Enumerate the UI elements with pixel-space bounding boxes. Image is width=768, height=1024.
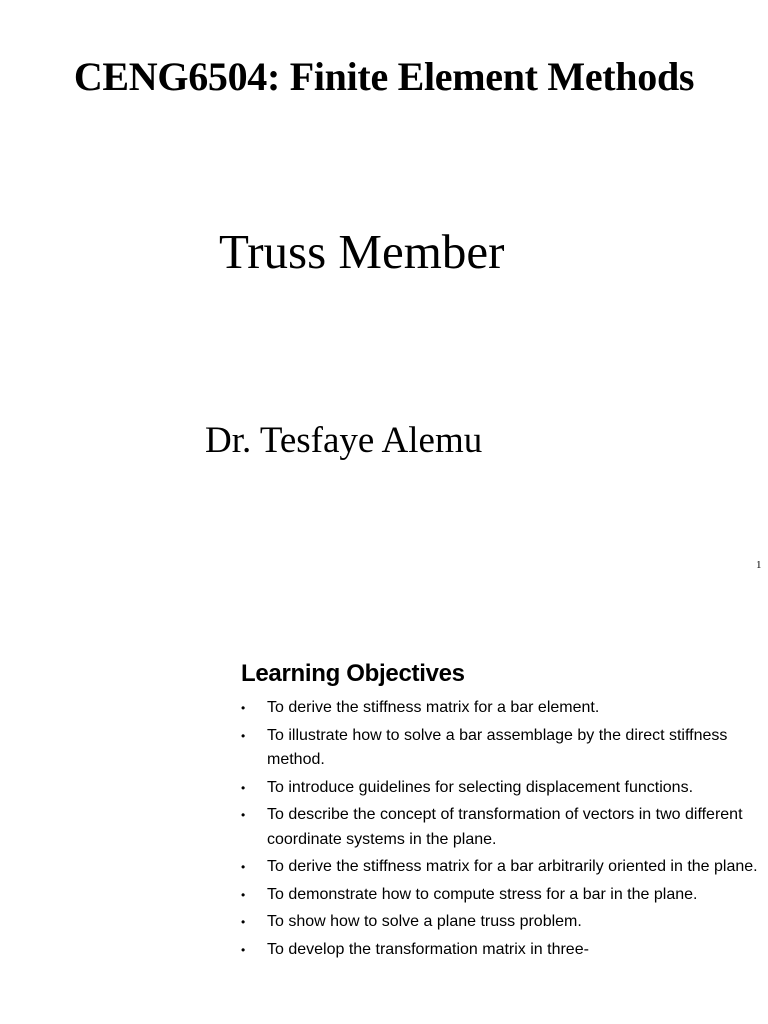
bullet-icon: •: [241, 887, 246, 902]
bullet-icon: •: [241, 915, 246, 929]
objective-text: To demonstrate how to compute stress for a bar in the plane.: [267, 885, 698, 903]
list-item: [241, 776, 761, 801]
objective-text: To describe the concept of transformation of vectors in two different coordinate systems in the plane.: [267, 806, 743, 848]
course-title: CENG6504: Finite Element Methods: [73, 54, 695, 99]
list-item: [241, 724, 761, 773]
page-number: 1: [756, 559, 762, 571]
objective-text: To derive the stiffness matrix for a bar element.: [267, 699, 600, 716]
list-item: [241, 803, 761, 852]
bullet-icon: •: [241, 808, 246, 822]
lecture-title: Truss Member: [219, 224, 505, 279]
list-item: [241, 910, 761, 935]
author-name: Dr. Tesfaye Alemu: [205, 420, 483, 461]
objective-text: To introduce guidelines for selecting displacement functions.: [267, 778, 694, 796]
learning-objectives-slide: [0, 640, 768, 1024]
bullet-icon: •: [241, 728, 246, 743]
list-item: [241, 938, 761, 963]
objectives-heading: Learning Objectives: [241, 660, 465, 687]
list-item: [241, 883, 761, 908]
list-item: [241, 855, 761, 880]
bullet-icon: •: [241, 942, 246, 957]
bullet-icon: •: [241, 780, 246, 795]
bullet-icon: •: [241, 860, 246, 874]
objective-text: To show how to solve a plane truss problem.: [267, 913, 582, 930]
list-item: [241, 696, 761, 721]
objectives-list: [241, 696, 761, 965]
objective-text: To derive the stiffness matrix for a bar arbitrarily oriented in the plane.: [267, 858, 758, 875]
objective-text: To develop the transformation matrix in three-: [267, 940, 589, 958]
bullet-icon: •: [241, 701, 246, 715]
objective-text: To illustrate how to solve a bar assemblage by the direct stiffness method.: [267, 726, 728, 768]
